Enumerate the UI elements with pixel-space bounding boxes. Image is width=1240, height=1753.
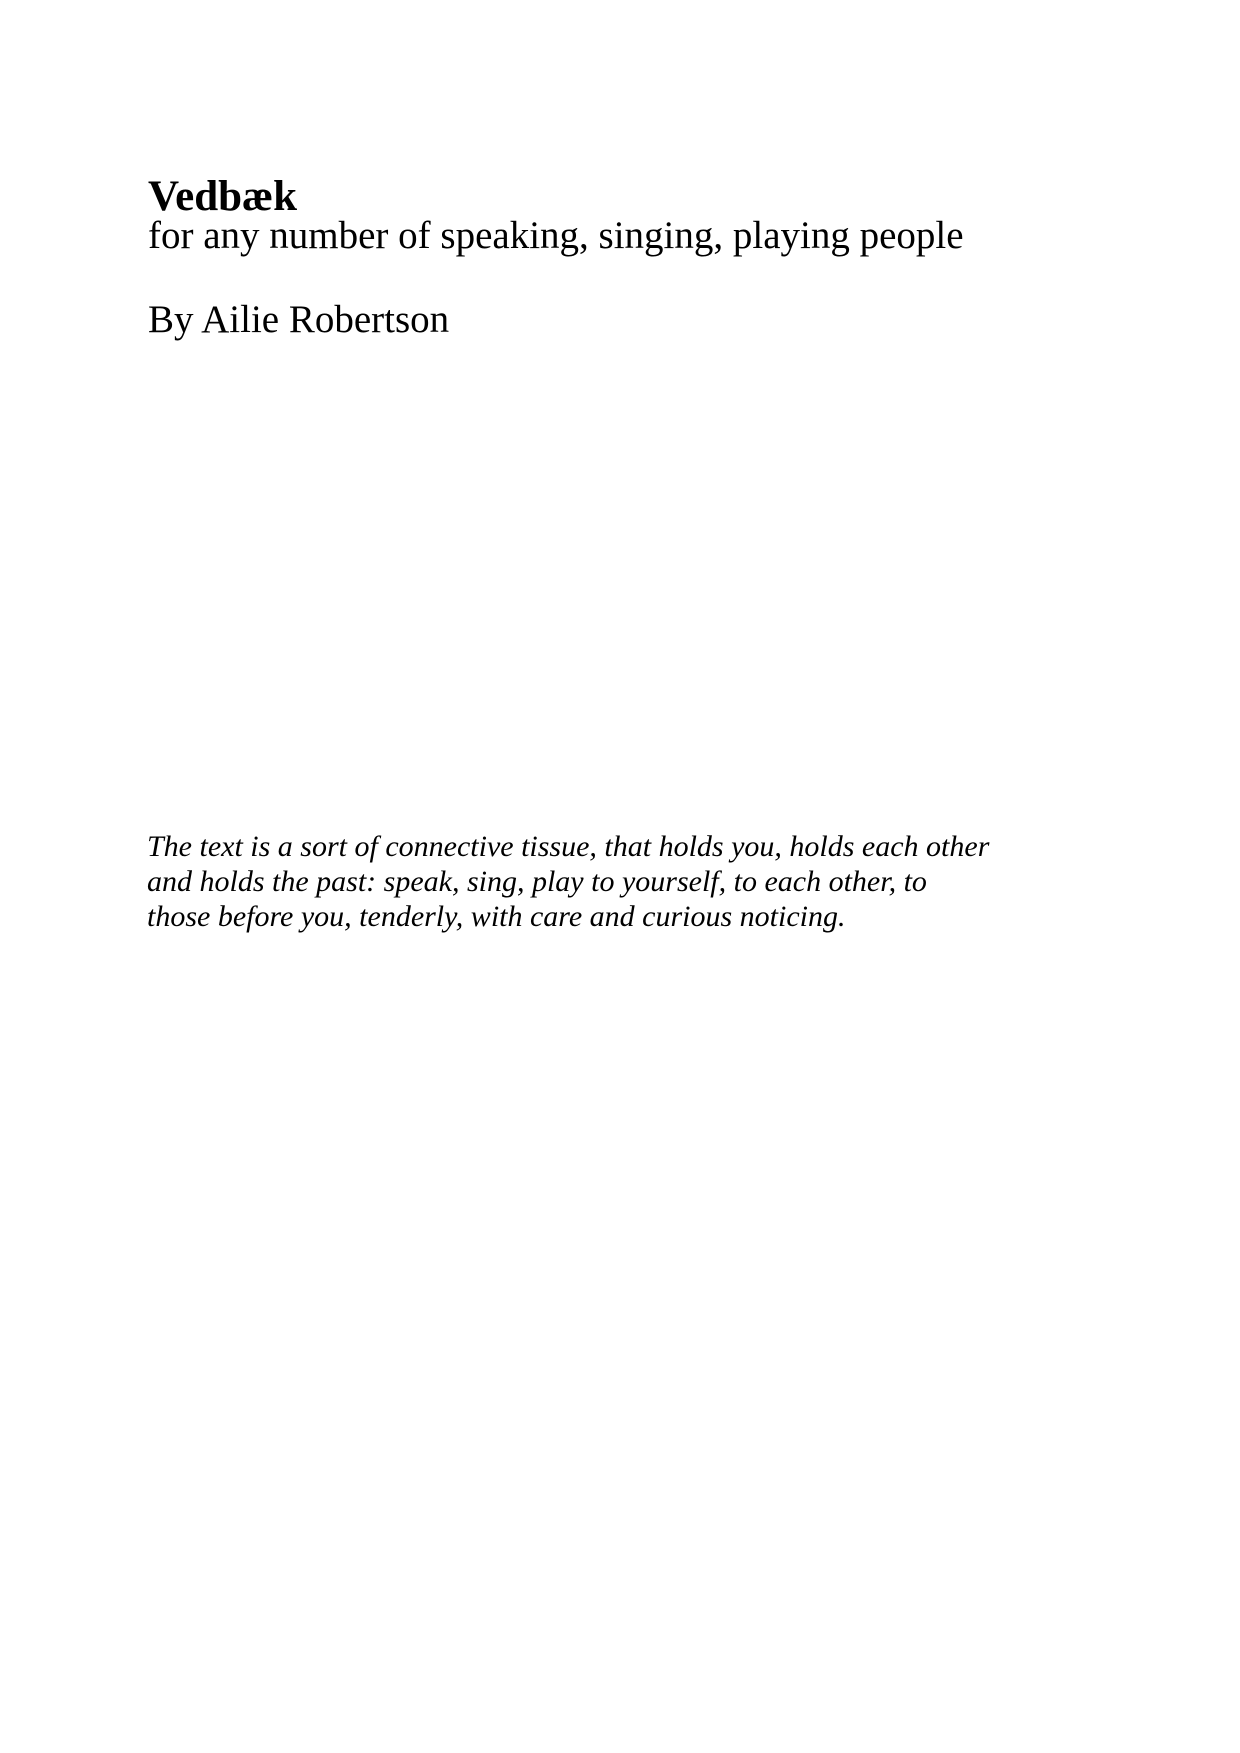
performance-note-line: those before you, tenderly, with care and curious noticing. xyxy=(147,900,846,933)
page-title: Vedbæk xyxy=(148,172,297,220)
instrumentation-subtitle: for any number of speaking, singing, playing people xyxy=(148,214,964,257)
performance-note xyxy=(147,829,989,934)
author-byline: By Ailie Robertson xyxy=(148,298,450,341)
performance-note-line: The text is a sort of connective tissue, that holds you, holds each other xyxy=(147,830,990,863)
performance-note-line: and holds the past: speak, sing, play to yourself, to each other, to xyxy=(147,865,927,898)
